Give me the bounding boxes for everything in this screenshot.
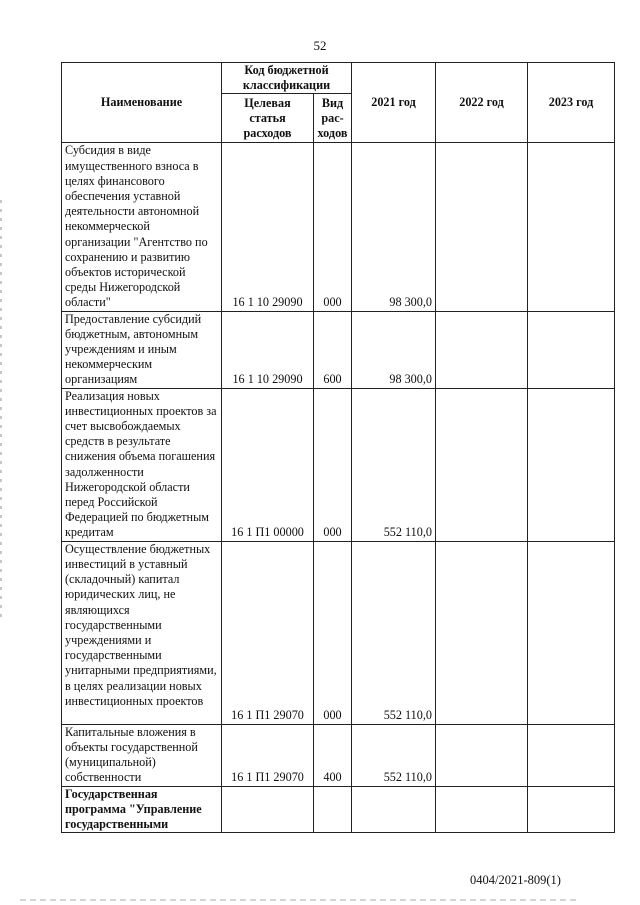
table-row [62,311,615,388]
budget-table [61,62,615,833]
row-target: 16 1 10 29090 [222,311,314,388]
header-expense-type: Вид рас-ходов [314,94,352,143]
header-2021: 2021 год [352,63,436,143]
row-target [222,786,314,833]
row-vid: 000 [314,143,352,311]
row-name: Осуществление бюджетных инвестиций в уставный (складочный) капитал юридических лиц, не являющихся государственными учреждениями и государственными унитарными предприятиями, в целях реализации новых инвестиционных проектов [62,541,222,724]
page-number: 52 [313,38,327,53]
row-2021: 98 300,0 [352,143,436,311]
row-name: Капитальные вложения в объекты государственной (муниципальной) собственности [62,724,222,786]
row-2022 [436,786,528,833]
row-2023 [528,724,615,786]
scan-bottom-artifact [20,899,580,901]
row-vid: 000 [314,541,352,724]
table-row [62,786,615,833]
header-2022: 2022 год [436,63,528,143]
row-target: 16 1 П1 29070 [222,541,314,724]
row-vid: 400 [314,724,352,786]
row-2022 [436,388,528,541]
header-code-group: Код бюджетной классификации [222,63,352,94]
row-name: Субсидия в виде имущественного взноса в целях финансового обеспечения уставной деятельности автономной некоммерческой организации "Агентство по сохранению и развитию объектов исторической среды Нижегородской области" [62,143,222,311]
row-2021: 552 110,0 [352,388,436,541]
document-code: 0404/2021-809(1) [470,873,561,887]
row-2022 [436,541,528,724]
row-vid: 600 [314,311,352,388]
row-2022 [436,311,528,388]
row-2023 [528,311,615,388]
row-2023 [528,143,615,311]
row-2022 [436,724,528,786]
scan-edge-artifact [0,200,2,620]
row-2023 [528,541,615,724]
table-row [62,541,615,724]
header-2023: 2023 год [528,63,615,143]
row-2021 [352,786,436,833]
row-2021: 98 300,0 [352,311,436,388]
row-target: 16 1 П1 00000 [222,388,314,541]
row-name: Предоставление субсидий бюджетным, автономным учреждениям и иным некоммерческим организациям [62,311,222,388]
table-row [62,724,615,786]
row-2023 [528,786,615,833]
row-name: Реализация новых инвестиционных проектов за счет высвобождаемых средств в результате снижения объема погашения задолженности Нижегородской области перед Российской Федерацией по бюджетным кредитам [62,388,222,541]
header-name: Наименование [62,63,222,143]
row-2022 [436,143,528,311]
row-vid: 000 [314,388,352,541]
row-2021: 552 110,0 [352,541,436,724]
table-row [62,143,615,311]
header-target-article: Целевая статья расходов [222,94,314,143]
row-name: Государственная программа "Управление государственными [62,786,222,833]
table-row [62,388,615,541]
row-2021: 552 110,0 [352,724,436,786]
row-target: 16 1 10 29090 [222,143,314,311]
row-target: 16 1 П1 29070 [222,724,314,786]
row-2023 [528,388,615,541]
row-vid [314,786,352,833]
